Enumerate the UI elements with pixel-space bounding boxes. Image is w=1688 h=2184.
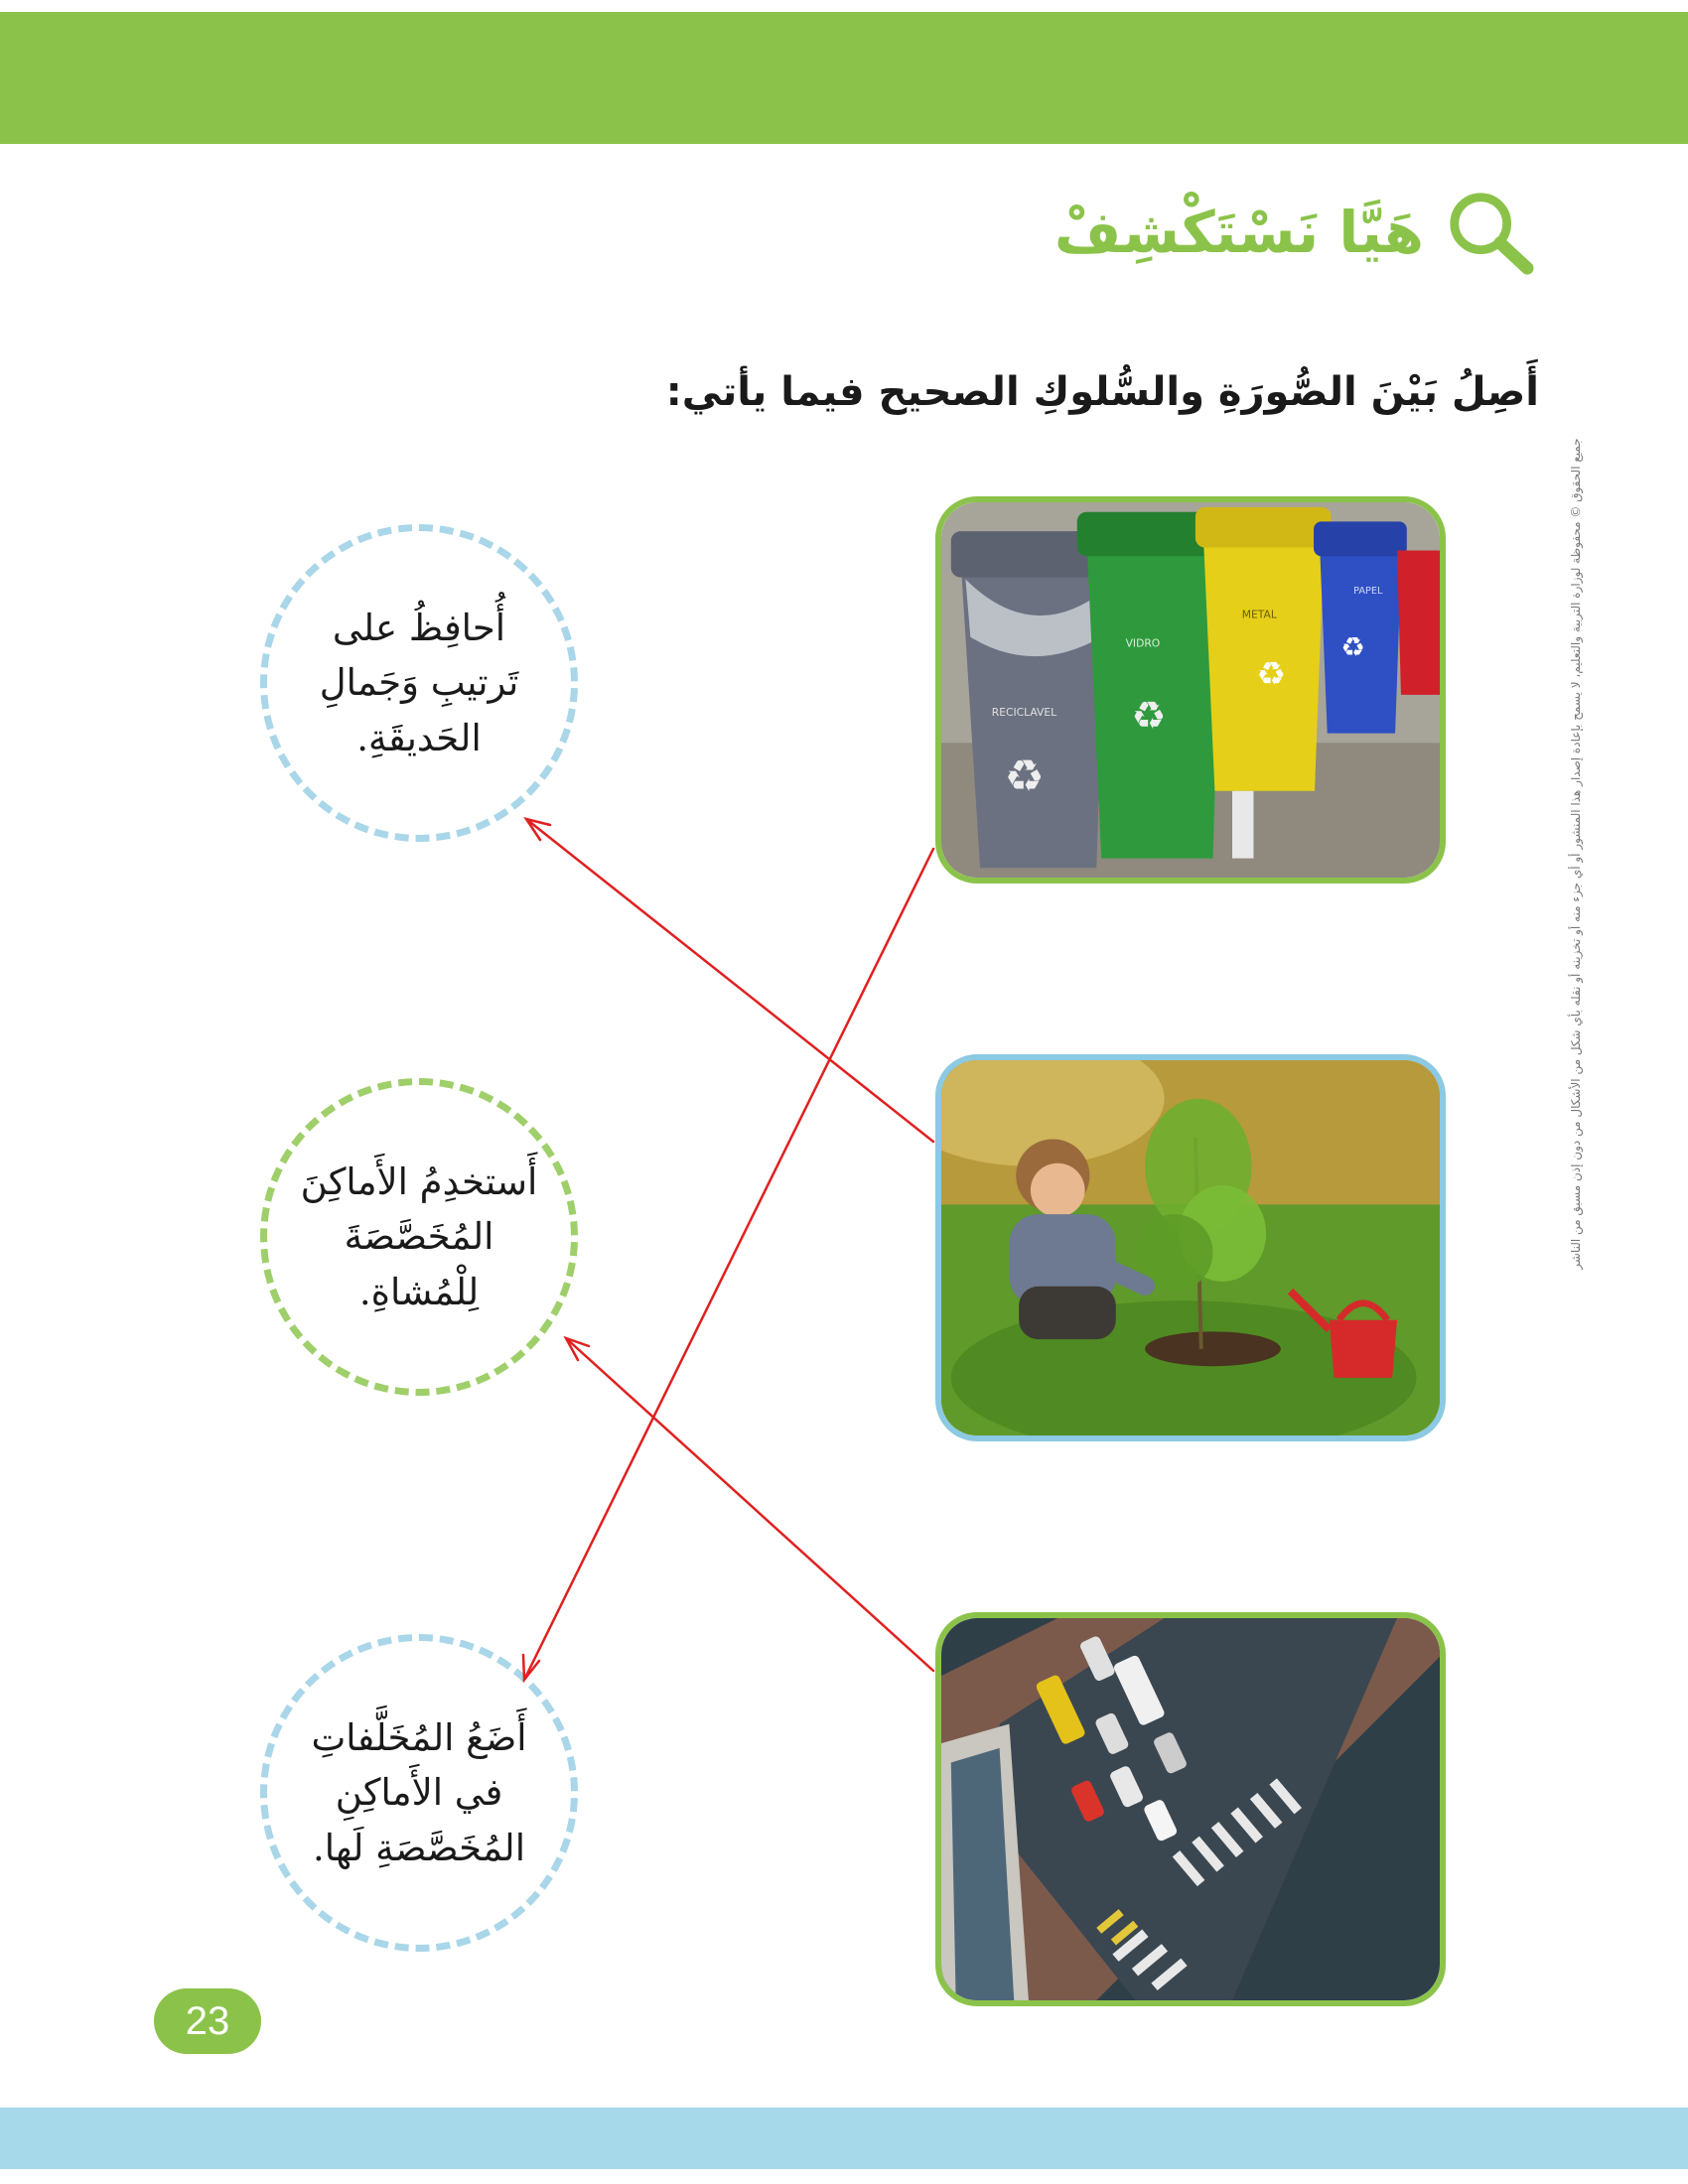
copyright-notice: جميع الحقوق © محفوظة لوزارة التربية والتعليم، لا يسمح بإعادة إصدار هذا المنشور أو أي جزء منه أو تخزينه أو نقله بأي شكل من الأشكال من دون إذن مسبق من الناشر xyxy=(1569,438,1583,1270)
behavior-text-garden: أُحافِظُ على تَرتيبِ وَجَمالِ الحَديقَةِ. xyxy=(319,606,519,759)
instruction-text: أَصِلُ بَيْنَ الصُّورَةِ والسُّلوكِ الصحيح فيما يأتي: xyxy=(665,369,1539,415)
arrow-street-to-pedestrian xyxy=(566,1338,933,1671)
page-number: 23 xyxy=(154,1988,261,2054)
recycle-icon-3: ♻ xyxy=(1256,654,1287,694)
bin-label-1: RECICLAVEL xyxy=(991,706,1057,720)
section-heading xyxy=(1055,187,1539,278)
recycle-icon-2: ♻ xyxy=(1131,693,1167,739)
recycle-icon-1: ♻ xyxy=(1004,749,1045,802)
section-title: هَيَّا نَسْتَكْشِفْ xyxy=(1054,199,1424,266)
bin-label-3: METAL xyxy=(1241,608,1277,621)
behavior-text-pedestrian: أَستخدِمُ الأَماكِنَ المُخَصَّصَةَ لِلْمُشاةِ. xyxy=(300,1160,538,1313)
recycling-bins-photo[interactable] xyxy=(935,496,1446,884)
bottom-blue-band xyxy=(0,2108,1688,2169)
behavior-bubble-waste[interactable] xyxy=(260,1634,578,1952)
magnifier-icon xyxy=(1442,187,1539,278)
behavior-text-waste: أَضَعُ المُخَلَّفاتِ في الأَماكِنِ المُخَصَّصَةِ لَها. xyxy=(311,1715,527,1869)
behavior-bubble-pedestrian[interactable] xyxy=(260,1078,578,1396)
behavior-bubble-garden[interactable] xyxy=(260,524,578,842)
bin-label-4: PAPEL xyxy=(1353,586,1383,598)
recycle-icon-4: ♻ xyxy=(1340,632,1365,664)
top-green-band xyxy=(0,12,1688,144)
arrow-bins-to-waste xyxy=(523,849,933,1680)
bin-label-2: VIDRO xyxy=(1125,636,1161,650)
street-crosswalk-aerial-photo[interactable] xyxy=(935,1612,1446,2006)
child-planting-tree-photo[interactable] xyxy=(935,1054,1446,1441)
arrow-tree-to-garden xyxy=(526,819,933,1142)
